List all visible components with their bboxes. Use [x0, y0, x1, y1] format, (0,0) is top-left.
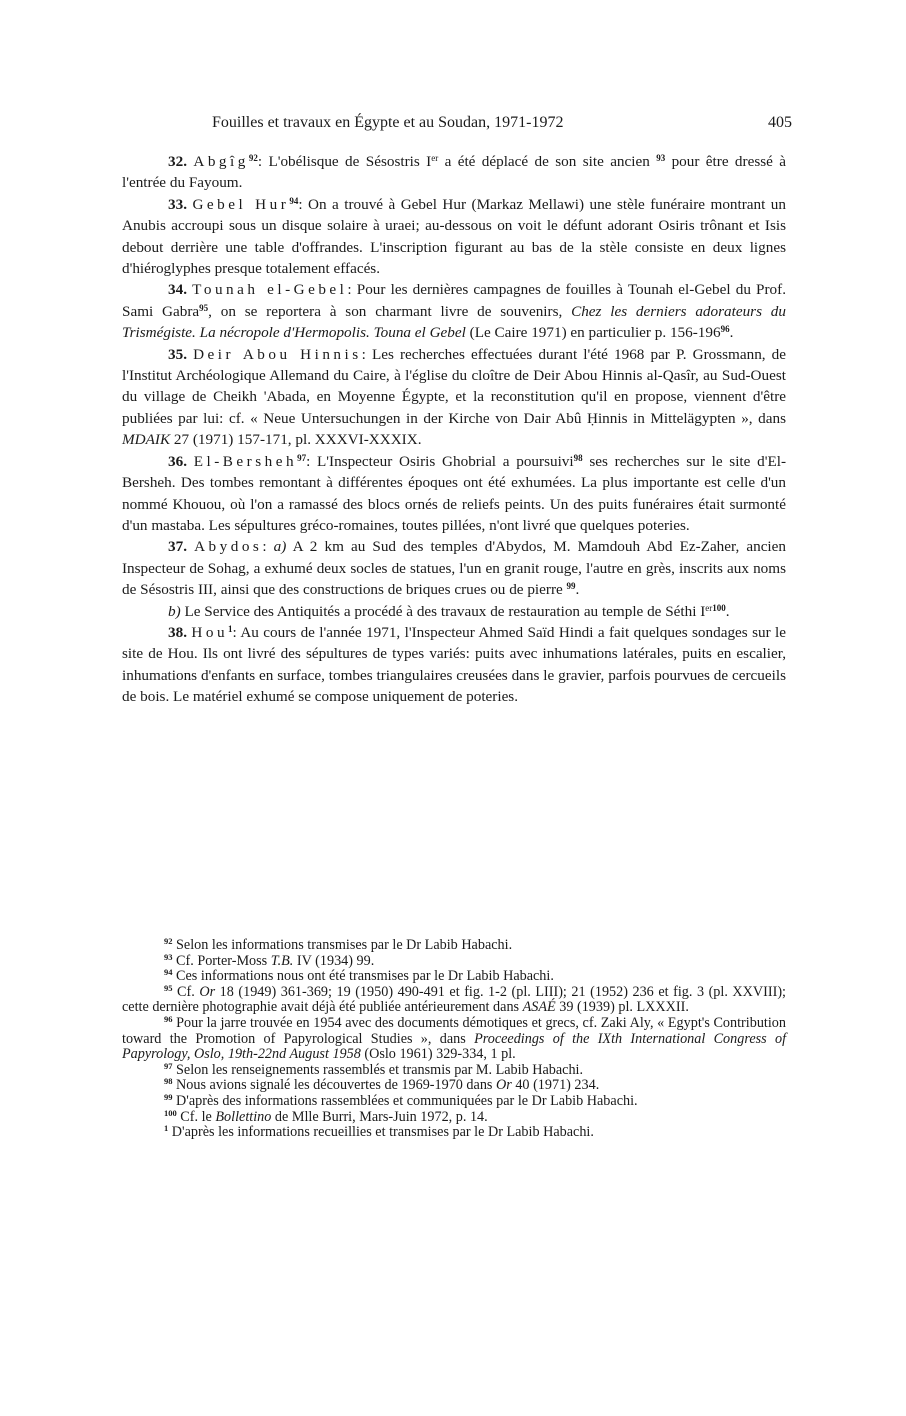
- paragraph-text: .: [725, 602, 730, 620]
- footnote-italic: Proceedings of the IXth International Congress of Papyrology, Oslo, 19th-22nd August 1958: [122, 1030, 787, 1063]
- footnote-text: Selon les informations transmises par le Dr Labib Habachi.: [172, 937, 513, 953]
- footnote-italic: Bollettino: [215, 1108, 272, 1125]
- footnote-96: [122, 1013, 787, 1063]
- footnote-94: [122, 969, 786, 985]
- note-ref: 95: [199, 302, 209, 313]
- paragraph-number: 36.: [168, 452, 187, 470]
- footnote-text: Selon les renseignements rassemblés et transmis par M. Labib Habachi.: [172, 1061, 584, 1078]
- footnote-97: [122, 1060, 786, 1079]
- paragraph-text: A 2 km au Sud des temples d'Abydos, M. Mamdouh Abd Ez-Zaher, ancien Inspecteur de Sohag, a exhumé deux socles de statues, l'un en granit rouge, l'autre en grès, inscrits aux noms de Sésostris III, ainsi que des constructions de briques crues ou de pierre: [122, 538, 786, 599]
- footnote-98: [122, 1078, 786, 1094]
- superscript: er: [431, 153, 439, 163]
- footnote-100: [122, 1107, 786, 1126]
- paragraph-32: [122, 151, 786, 194]
- main-text: [122, 151, 786, 708]
- paragraph-number: 33.: [168, 195, 187, 213]
- footnote-text: Cf.: [172, 983, 200, 1000]
- item-label: b): [168, 602, 181, 620]
- paragraph-37: [122, 536, 786, 600]
- note-ref: 1: [228, 623, 233, 634]
- footnote-93: [122, 951, 786, 970]
- footnote-92: [122, 938, 786, 954]
- paragraph-34: [122, 279, 786, 343]
- footnote-number: 95: [164, 982, 173, 993]
- book-title: Chez les derniers adorateurs du Trismégiste. La nécropole d'Hermopolis. Touna el Gebel: [122, 302, 786, 342]
- footnote-text: Nous avions signalé les découvertes de 1969-1970 dans: [172, 1077, 496, 1094]
- paragraph-text: : L'obélisque de Sésostris I: [257, 153, 432, 170]
- paragraph-text: : Les recherches effectuées durant l'été 1968 par P. Grossmann, de l'Institut Archéologique Allemand du Caire, à l'église du cloître de Deir Abou Hinnis al-Qasîr, au Sud-Ouest du village de Cheikh 'Abada, en Moyenne Égypte, et la reconstitution qu'il en propose, viennent d'être publiées par lui: cf. « Neue Untersuchungen in der Kirche von Dair Abû Ḥinnis in Mittelägypten », dans: [122, 345, 787, 427]
- paragraph-number: 32.: [168, 153, 187, 170]
- paragraph-number: 37.: [168, 538, 187, 556]
- site-name: Abydos: [194, 538, 263, 556]
- note-ref: 99: [566, 581, 576, 592]
- page-number: 405: [768, 114, 792, 131]
- site-name: Tounah el-Gebel: [192, 281, 348, 299]
- footnote-text: Cf. le: [176, 1108, 216, 1125]
- paragraph-37b: [122, 601, 786, 622]
- paragraph-number: 35.: [168, 345, 187, 363]
- footnote-99: [122, 1091, 786, 1110]
- footnote-text: de Mlle Burri, Mars-Juin 1972, p. 14.: [271, 1108, 488, 1125]
- footnote-text: 40 (1971) 234.: [511, 1077, 600, 1094]
- site-name: Abgîg: [193, 153, 249, 170]
- footnote-italic: ASAÉ: [522, 999, 556, 1016]
- journal-title: MDAIK: [122, 431, 171, 449]
- paragraph-text: 27 (1971) 157-171, pl. XXXVI-XXXIX.: [170, 431, 422, 449]
- footnote-number: 1: [164, 1123, 169, 1134]
- paragraph-text: : L'Inspecteur Osiris Ghobrial a poursuivi: [306, 452, 574, 470]
- note-ref: 100: [712, 602, 726, 613]
- footnote-number: 97: [164, 1060, 173, 1071]
- footnote-number: 92: [164, 936, 173, 946]
- paragraph-text: pour être dressé à l'entrée du Fayoum.: [122, 153, 787, 192]
- footnote-text: Ces informations nous ont été transmises par le Dr Labib Habachi.: [172, 968, 554, 985]
- footnote-number: 93: [164, 951, 173, 962]
- paragraph-36: [122, 451, 786, 537]
- paragraph-text: , on se reportera à son charmant livre de souvenirs,: [208, 302, 572, 320]
- item-label: a): [273, 538, 287, 556]
- note-ref: 94: [289, 195, 299, 206]
- footnote-italic: T.B.: [270, 952, 294, 969]
- footnote-italic: Or: [496, 1077, 512, 1094]
- note-ref: 98: [573, 452, 583, 463]
- footnote-number: 96: [164, 1013, 173, 1024]
- footnote-number: 99: [164, 1091, 173, 1102]
- footnote-number: 94: [164, 967, 173, 978]
- site-name: Hou: [191, 623, 229, 641]
- footnote-italic: Or: [199, 983, 216, 1000]
- footnote-text: Cf. Porter-Moss: [172, 952, 271, 969]
- paragraph-number: 38.: [168, 623, 187, 641]
- paragraph-text: .: [575, 581, 580, 599]
- footnote-text: Pour la jarre trouvée en 1954 avec des documents démotiques et grecs, cf. Zaki Aly, « Egypt's Contribution toward the Promotion of Papyrological Studies », dans: [122, 1014, 786, 1047]
- paragraph-text: .: [729, 324, 734, 342]
- footnote-text: D'après les informations recueillies et transmises par le Dr Labib Habachi.: [168, 1124, 594, 1141]
- paragraph-number: 34.: [168, 281, 187, 299]
- site-name: Gebel Hur: [192, 195, 290, 213]
- paragraph-text: Le Service des Antiquités a procédé à des travaux de restauration au temple de Séthi I: [180, 602, 706, 620]
- footnote-text: D'après des informations rassemblées et communiquées par le Dr Labib Habachi.: [172, 1092, 638, 1109]
- footnote-text: 18 (1949) 361-369; 19 (1950) 490-491 et fig. 1-2 (pl. LIII); 21 (1952) 236 et fig. 3 (pl. XXVIII); cette dernière photographie avait déjà été publiée antérieurement dans: [122, 983, 786, 1016]
- paragraph-38: [122, 622, 786, 708]
- footnote-95: [122, 982, 786, 1016]
- paragraph-33: [122, 194, 786, 280]
- paragraph-text: ses recherches sur le site d'El-Bersheh. Des tombes remontant à différentes époques ont été exhumées. La plus importante est celle d'un nommé Khouou, où l'on a ramassé des blocs ornés de reliefs peints. Un des puits funéraires était surmonté d'un mastaba. Les sépultures gréco-romaines, toutes pillées, n'ont livré que quelques poteries.: [122, 452, 787, 534]
- running-title: Fouilles et travaux en Égypte et au Soudan, 1971-1972: [212, 114, 564, 131]
- site-name: El-Bersheh: [193, 452, 298, 470]
- paragraph-text: : Au cours de l'année 1971, l'Inspecteur Ahmed Saïd Hindi a fait quelques sondages sur le site de Hou. Ils ont livré des sépultures de types variés: puits avec inhumations latérales, puits en escalier, inhumations d'enfants en surface, tombes triangulaires creusées dans le gravier, parfois pourvues de cercueils de bois. Le matériel exhumé se compose uniquement de poteries.: [122, 623, 786, 706]
- footnote-number: 98: [164, 1076, 173, 1087]
- note-ref: 93: [656, 153, 666, 163]
- paragraph-text: :: [262, 538, 274, 556]
- footnote-text: 39 (1939) pl. LXXXII.: [555, 999, 689, 1016]
- footnote-text: (Oslo 1961) 329-334, 1 pl.: [360, 1046, 516, 1063]
- footnotes: [122, 938, 786, 1141]
- paragraph-35: [122, 344, 786, 451]
- footnote-number: 100: [164, 1107, 177, 1118]
- footnote-1: [122, 1125, 786, 1141]
- note-ref: 97: [297, 452, 307, 463]
- paragraph-text: : Pour les dernières campagnes de fouilles à Tounah el-Gebel du Prof. Sami Gabra: [122, 281, 787, 320]
- paragraph-text: a été déplacé de son site ancien: [438, 153, 657, 170]
- footnote-text: IV (1934) 99.: [293, 952, 375, 969]
- paragraph-text: (Le Caire 1971) en particulier p. 156-196: [465, 324, 721, 342]
- note-ref: 96: [720, 324, 730, 335]
- superscript: er: [705, 602, 713, 613]
- paragraph-text: : On a trouvé à Gebel Hur (Markaz Mellawi) une stèle funéraire montrant un Anubis accroupi sous un disque solaire à uraei; au-dessous on voit le défunt adorant Osiris trônant et Isis debout derrière une table d'offrandes. L'inscription figurant au bas de la stèle consiste en deux lignes d'hiéroglyphes presque totalement effacés.: [122, 195, 786, 278]
- site-name: Deir Abou Hinnis: [193, 345, 362, 363]
- note-ref: 92: [248, 153, 258, 163]
